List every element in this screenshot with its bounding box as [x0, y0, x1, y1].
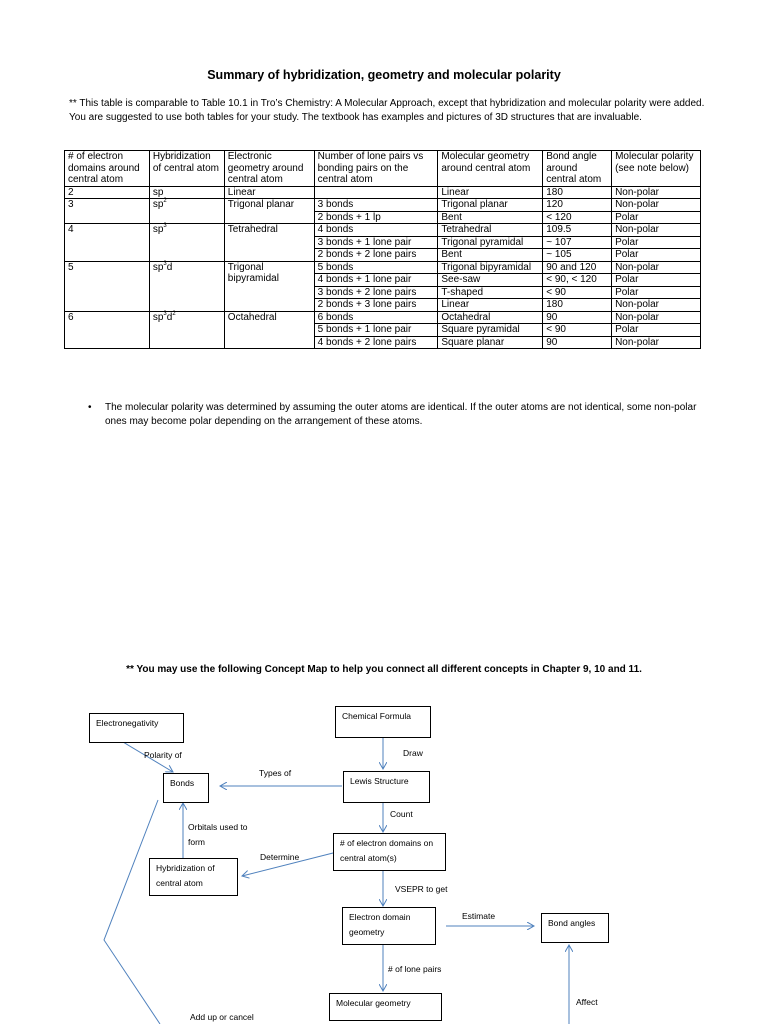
table-row: [65, 199, 701, 212]
hybridization-superscript: 3: [163, 310, 167, 317]
node-electronegativity: Electronegativity: [89, 713, 184, 743]
cell-electronic-geometry: Trigonal bipyramidal: [224, 261, 314, 311]
header-cell: Number of lone pairs vs bonding pairs on the central atom: [314, 151, 438, 187]
cell-molecular-geometry: See-saw: [438, 274, 543, 287]
cell-lone-pairs: 3 bonds + 1 lone pair: [314, 236, 438, 249]
cell-bond-angle: < 90, < 120: [543, 274, 612, 287]
node-hybridization: Hybridization of central atom: [149, 858, 238, 896]
cell-lone-pairs: 6 bonds: [314, 311, 438, 324]
header-cell: Molecular polarity (see note below): [612, 151, 701, 187]
cell-polarity: Non-polar: [612, 299, 701, 312]
cell-molecular-geometry: Octahedral: [438, 311, 543, 324]
hybridization-superscript: 2: [163, 198, 167, 204]
cell-bond-angle: 90: [543, 311, 612, 324]
cell-electronic-geometry: Linear: [224, 186, 314, 199]
cell-polarity: Non-polar: [612, 224, 701, 237]
hybridization-text: d: [166, 311, 173, 323]
cell-lone-pairs: 2 bonds + 1 lp: [314, 211, 438, 224]
cell-polarity: Polar: [612, 286, 701, 299]
cell-bond-angle: 180: [543, 186, 612, 199]
node-chemical-formula: Chemical Formula: [335, 706, 431, 738]
cell-polarity: Polar: [612, 236, 701, 249]
cell-lone-pairs: 3 bonds + 2 lone pairs: [314, 286, 438, 299]
hybridization-text: sp: [152, 224, 164, 235]
cell-molecular-geometry: Tetrahedral: [438, 224, 543, 237]
cell-domains: 3: [65, 199, 150, 224]
header-cell: Hybridization of central atom: [149, 151, 224, 187]
page-title: Summary of hybridization, geometry and molecular polarity: [207, 68, 561, 82]
cell-hybridization: [149, 261, 224, 311]
cell-polarity: Non-polar: [612, 186, 701, 199]
cell-polarity: Polar: [612, 211, 701, 224]
cell-molecular-geometry: Linear: [438, 186, 543, 199]
polarity-note-text: The molecular polarity was determined by assuming the outer atoms are identical. If the outer atoms are not identical, some non-polar ones may become polar depending on the arrangement of these atoms.: [105, 402, 697, 427]
header-cell: Electronic geometry around central atom: [224, 151, 314, 187]
table-row: [65, 224, 701, 237]
hybridization-text: sp: [152, 261, 164, 273]
cell-lone-pairs: 2 bonds + 3 lone pairs: [314, 299, 438, 312]
hybridization-text: sp: [152, 311, 164, 323]
cell-electronic-geometry: Tetrahedral: [224, 224, 314, 262]
cell-bond-angle: 90: [543, 336, 612, 349]
cell-lone-pairs: [314, 186, 438, 199]
cell-bond-angle: < 90: [543, 324, 612, 337]
cell-polarity: Non-polar: [612, 336, 701, 349]
edge-label-types-of: Types of: [259, 768, 292, 778]
edge-label-count: Count: [390, 809, 413, 819]
bracket-add-up-cancel: [104, 800, 160, 1024]
edge-label-vsepr: VSEPR to get: [395, 884, 448, 894]
cell-lone-pairs: 4 bonds: [314, 224, 438, 237]
cell-domains: 4: [65, 224, 150, 262]
cell-domains: 6: [65, 311, 150, 349]
cell-polarity: Polar: [612, 249, 701, 262]
table-row: [65, 186, 701, 199]
cell-polarity: Non-polar: [612, 311, 701, 324]
hybridization-superscript: 2: [172, 310, 176, 317]
cell-polarity: Non-polar: [612, 199, 701, 212]
header-cell: # of electron domains around central atom: [65, 151, 150, 187]
edge-label-add-up: Add up or cancel: [190, 1012, 254, 1022]
cell-lone-pairs: 3 bonds: [314, 199, 438, 212]
cell-polarity: Polar: [612, 274, 701, 287]
hybridization-text: d: [166, 261, 173, 273]
cell-bond-angle: 109.5: [543, 224, 612, 237]
hybridization-superscript: 3: [163, 260, 167, 267]
cell-molecular-geometry: Trigonal planar: [438, 199, 543, 212]
edge-label-affect: Affect: [576, 997, 598, 1007]
hybridization-text: sp: [152, 186, 164, 198]
cell-molecular-geometry: Trigonal bipyramidal: [438, 261, 543, 274]
edge-label-orbitals-used: Orbitals used to form: [188, 822, 248, 847]
edge-label-lone-pairs: # of lone pairs: [388, 964, 442, 974]
node-molecular-geometry: Molecular geometry: [329, 993, 442, 1021]
cell-hybridization: [149, 311, 224, 349]
cell-bond-angle: ~ 107: [543, 236, 612, 249]
cell-lone-pairs: 4 bonds + 1 lone pair: [314, 274, 438, 287]
cell-bond-angle: ~ 105: [543, 249, 612, 262]
edge-label-estimate: Estimate: [462, 911, 496, 921]
cell-lone-pairs: 5 bonds + 1 lone pair: [314, 324, 438, 337]
header-cell: Molecular geometry around central atom: [438, 151, 543, 187]
cell-bond-angle: 180: [543, 299, 612, 312]
concept-map-intro: ** You may use the following Concept Map to help you connect all different concepts in Chapter 9, 10 and 11.: [126, 664, 642, 675]
cell-molecular-geometry: Square planar: [438, 336, 543, 349]
cell-hybridization: [149, 199, 224, 224]
node-electron-domain-geometry: Electron domain geometry: [342, 907, 436, 945]
cell-electronic-geometry: Octahedral: [224, 311, 314, 349]
bullet: •: [88, 402, 92, 413]
cell-hybridization: [149, 224, 224, 262]
cell-molecular-geometry: Bent: [438, 249, 543, 262]
hybridization-superscript: 3: [163, 223, 167, 229]
cell-polarity: Non-polar: [612, 261, 701, 274]
edge-label-polarity-of: Polarity of: [144, 750, 182, 760]
table-row: [65, 311, 701, 324]
cell-molecular-geometry: Square pyramidal: [438, 324, 543, 337]
cell-bond-angle: < 90: [543, 286, 612, 299]
cell-bond-angle: < 120: [543, 211, 612, 224]
summary-table-body: [65, 151, 701, 349]
table-row: [65, 261, 701, 274]
node-lewis-structure: Lewis Structure: [343, 771, 430, 803]
node-electron-domains: # of electron domains on central atom(s): [333, 833, 446, 871]
polarity-note: [88, 401, 700, 429]
cell-polarity: Polar: [612, 324, 701, 337]
summary-table: [64, 150, 701, 349]
header-cell: Bond angle around central atom: [543, 151, 612, 187]
node-bond-angles: Bond angles: [541, 913, 609, 943]
intro-paragraph: ** This table is comparable to Table 10.1 in Tro’s Chemistry: A Molecular Approach, except that hybridization and molecular polarity were added. You are suggested to use both tables for your study. The textbook has examples and pictures of 3D structures that are invaluable.: [69, 98, 705, 123]
edge-label-draw: Draw: [403, 748, 423, 758]
cell-molecular-geometry: Linear: [438, 299, 543, 312]
cell-domains: 2: [65, 186, 150, 199]
edge-label-determine: Determine: [260, 852, 300, 862]
node-bonds: Bonds: [163, 773, 209, 803]
cell-domains: 5: [65, 261, 150, 311]
cell-lone-pairs: 4 bonds + 2 lone pairs: [314, 336, 438, 349]
hybridization-text: sp: [152, 199, 164, 210]
cell-bond-angle: 120: [543, 199, 612, 212]
table-header-row: [65, 151, 701, 187]
cell-bond-angle: 90 and 120: [543, 261, 612, 274]
cell-molecular-geometry: Bent: [438, 211, 543, 224]
cell-lone-pairs: 5 bonds: [314, 261, 438, 274]
cell-electronic-geometry: Trigonal planar: [224, 199, 314, 224]
cell-lone-pairs: 2 bonds + 2 lone pairs: [314, 249, 438, 262]
cell-molecular-geometry: T-shaped: [438, 286, 543, 299]
cell-molecular-geometry: Trigonal pyramidal: [438, 236, 543, 249]
cell-hybridization: [149, 186, 224, 199]
